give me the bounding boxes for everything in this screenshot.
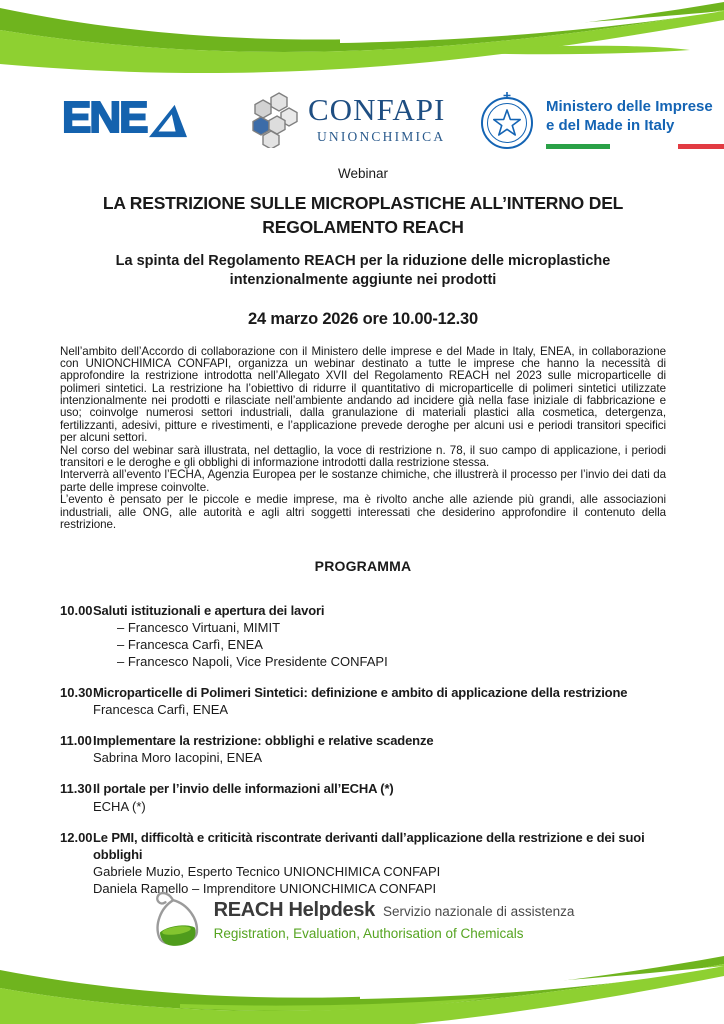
program-list	[60, 602, 666, 896]
bottom-swoosh-decoration	[0, 944, 724, 1024]
unionchimica-wordmark: UNIONCHIMICA	[316, 128, 446, 144]
program-time: 11.00	[60, 733, 92, 749]
helpdesk-subtitle: Servizio nazionale di assistenza	[383, 904, 575, 919]
program-speaker: – Francesco Virtuani, MIMIT	[117, 620, 281, 636]
italian-flag-bars	[546, 144, 724, 149]
program-speaker: Sabrina Moro Iacopini, ENEA	[93, 750, 263, 766]
helpdesk-text	[214, 899, 575, 941]
confapi-wordmark: CONFAPI	[308, 91, 446, 127]
intro-paragraph: Nel corso del webinar sarà illustrata, nel dettaglio, la voce di restrizione n. 78, il suo campo di applicazione, i periodi transitori e le deroghe e gli obblighi di informazione introdotti dalla restrizione stessa.	[60, 443, 666, 470]
ministero-name-line1: Ministero delle Imprese	[546, 98, 713, 115]
flag-green-bar	[546, 144, 610, 149]
program-speaker: Gabriele Muzio, Esperto Tecnico UNIONCHIMICA CONFAPI	[93, 863, 441, 879]
program-time: 10.00	[60, 603, 93, 619]
program-speaker: Daniela Ramello – Imprenditore UNIONCHIMICA CONFAPI	[93, 880, 437, 896]
program-item	[60, 684, 666, 718]
program-item	[60, 829, 666, 897]
document-content	[60, 166, 666, 911]
webinar-kicker: Webinar	[337, 166, 389, 181]
program-speaker: – Francesco Napoli, Vice Presidente CONFAPI	[117, 654, 388, 670]
program-time: 11.30	[60, 781, 92, 797]
top-swoosh-decoration	[0, 0, 724, 90]
enea-delta-icon	[149, 104, 187, 138]
program-time: 10.30	[60, 685, 93, 701]
program-item-title: Le PMI, difficoltà e criticità riscontrate derivanti dall’applicazione della restrizione e dei suoi obblighi	[93, 829, 645, 862]
confapi-logo	[248, 90, 445, 148]
program-item-title: Microparticelle di Polimeri Sintetici: definizione e ambito di applicazione della restrizione	[93, 685, 628, 701]
page-title: LA RESTRIZIONE SULLE MICROPLASTICHE ALL’INTERNO DEL REGOLAMENTO REACH	[102, 193, 624, 237]
ministero-logo-text	[546, 90, 724, 149]
program-item	[60, 780, 666, 814]
program-heading: PROGRAMMA	[314, 558, 412, 575]
italian-emblem-icon	[478, 90, 536, 152]
program-item-body	[93, 602, 666, 670]
intro-paragraph: Interverrà all’evento l’ECHA, Agenzia Europea per le sostanze chimiche, che illustrerà il processo per l’invio dei dati da parte delle imprese coinvolte.	[60, 468, 666, 494]
ministero-logo	[478, 90, 724, 152]
event-datetime: 24 marzo 2026 ore 10.00-12.30	[248, 309, 478, 328]
intro-text	[60, 346, 666, 532]
helpdesk-title-row	[214, 899, 575, 922]
program-item	[60, 732, 666, 766]
page-subtitle: La spinta del Regolamento REACH per la riduzione delle microplastiche intenzionalmente aggiunte nei prodotti	[115, 253, 611, 289]
confapi-hexagons-icon	[248, 90, 302, 148]
program-item-body	[93, 732, 666, 766]
flag-red-bar	[678, 144, 724, 149]
program-speaker: – Francesca Carfì, ENEA	[117, 637, 263, 653]
helpdesk-tagline: Registration, Evaluation, Authorisation of Chemicals	[213, 926, 524, 941]
program-speaker: Francesca Carfì, ENEA	[93, 702, 229, 718]
program-item	[60, 602, 666, 670]
program-item-title: Il portale per l’invio delle informazioni all’ECHA (*)	[93, 781, 394, 797]
helpdesk-title: REACH Helpdesk	[213, 899, 376, 921]
enea-logo-text: ENE	[62, 93, 147, 142]
program-item-title: Saluti istituzionali e apertura dei lavori	[93, 603, 325, 619]
program-speaker: ECHA (*)	[93, 798, 146, 814]
program-item-body	[93, 684, 666, 718]
program-item-body	[93, 780, 666, 814]
program-time: 12.00	[60, 829, 93, 845]
confapi-logo-text	[308, 91, 446, 145]
ministero-name-line2: e del Made in Italy	[546, 116, 675, 134]
intro-paragraph: Nell’ambito dell’Accordo di collaborazione con il Ministero delle imprese e del Made in Italy, ENEA, in collaborazione con UNIONCHIMICA CONFAPI, organizza un webinar destinato a tutte le imprese che hanno la necessità di approfondire la restrizione introdotta nell’Allegato XVII del Regolamento REACH nel 2023 sulle microparticelle di polimeri sintetici. La restrizione ha l’obiettivo di ridurre il quantitativo di microparticelle di polimeri sintetici utilizzate intenzionalmente nei prodotti e rilasciate nell’ambiente andando ad incidere già nella fase iniziale di fabbricazione e uso; coinvolge numerosi settori industriali, dalla granulazione di materiali plastici alla cosmetica, detergenza, fertilizzanti, adesivi, pitture e rivestimenti, e l’applicazione prevede deroghe per alcuni usi e periodi transitori specifici per alcuni settori.	[60, 344, 666, 445]
enea-logo	[62, 93, 187, 142]
intro-paragraph: L’evento è pensato per le piccole e medie imprese, ma è rivolto anche alle aziende più grandi, alle associazioni industriali, alle ONG, alle autorità e agli altri soggetti interessati che desiderino approfondire il contenuto della restrizione.	[60, 493, 666, 531]
program-item-title: Implementare la restrizione: obblighi e relative scadenze	[93, 733, 434, 749]
reach-helpdesk-logo	[0, 888, 724, 952]
